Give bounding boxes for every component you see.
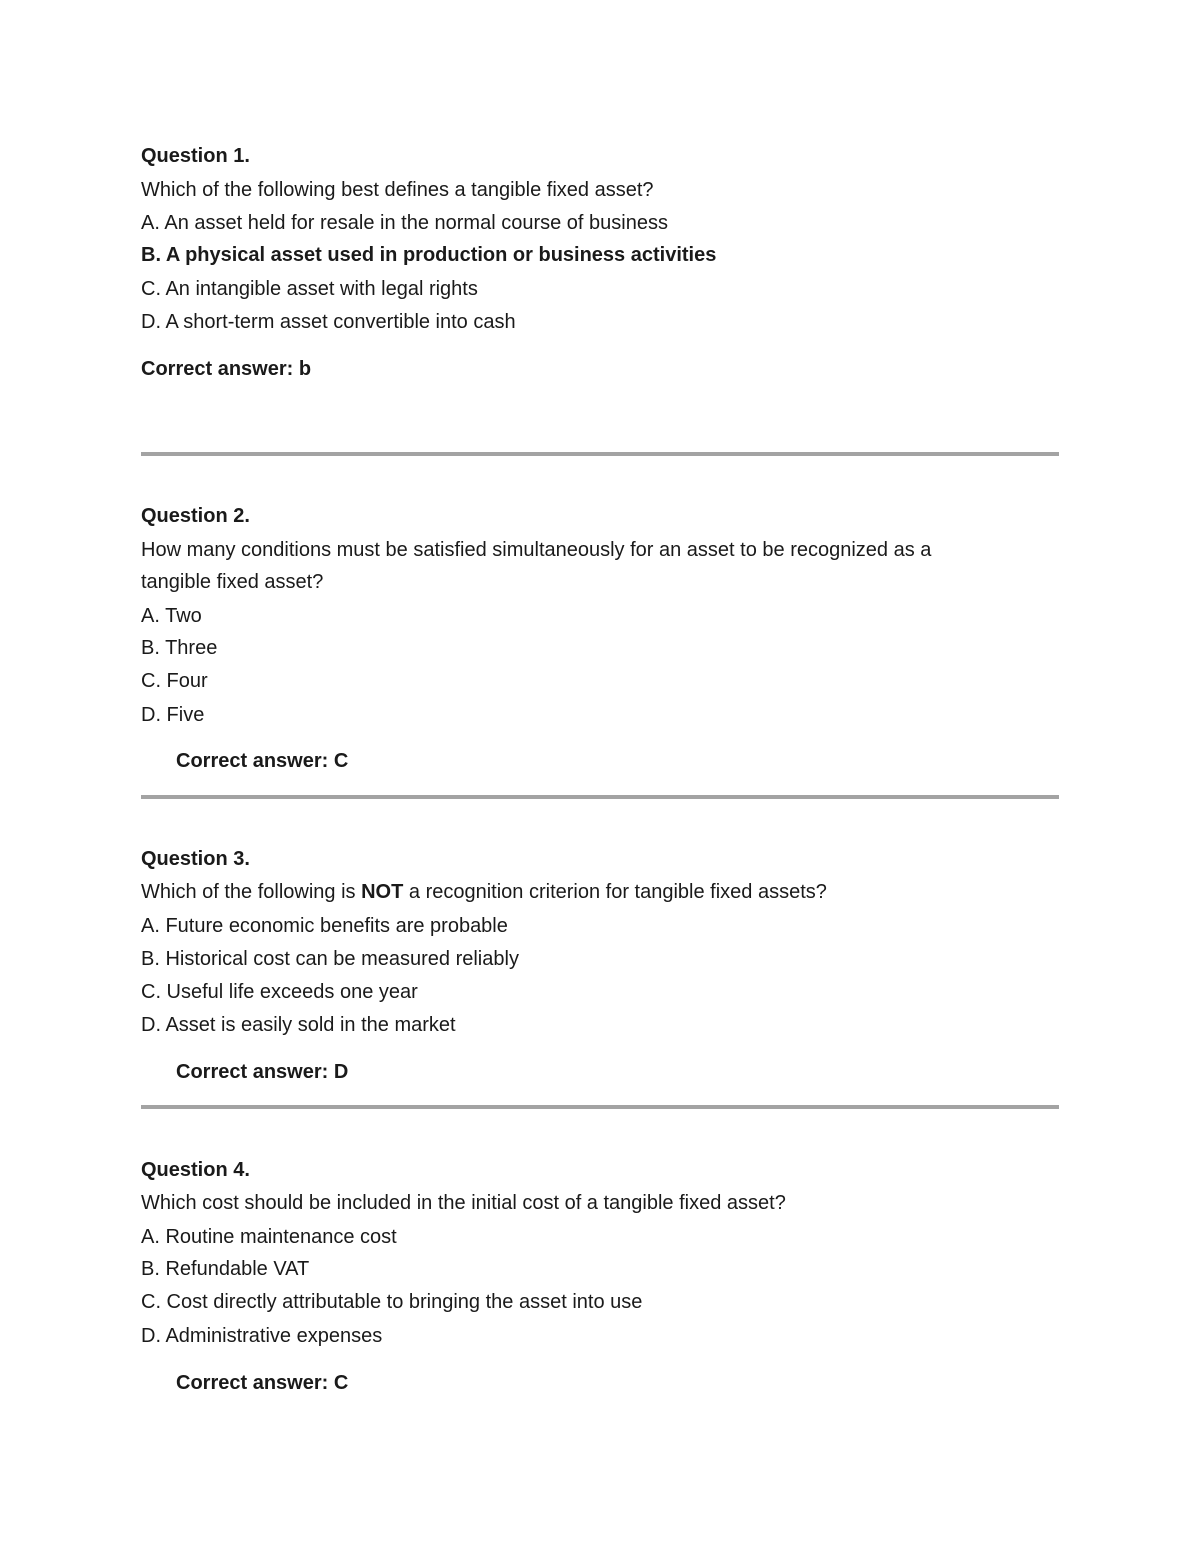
question-4-option-b: B. Refundable VAT: [141, 1258, 310, 1280]
question-4-option-c: C. Cost directly attributable to bringing the asset into use: [141, 1291, 643, 1313]
question-3-option-b: B. Historical cost can be measured reliably: [141, 948, 519, 970]
question-3-prompt-emphasis: NOT: [361, 881, 404, 903]
separator-2: [141, 795, 1059, 799]
question-2-prompt-line-1: How many conditions must be satisfied simultaneously for an asset to be recognized as a: [141, 539, 932, 561]
question-2-option-c: C. Four: [141, 670, 208, 692]
separator-1: [141, 452, 1059, 456]
question-3-option-a: A. Future economic benefits are probable: [141, 915, 508, 937]
separator-3: [141, 1105, 1059, 1109]
question-2-title: Question 2.: [141, 505, 250, 527]
question-2-option-a: A. Two: [141, 605, 202, 627]
question-1-option-a: A. An asset held for resale in the normal course of business: [141, 212, 668, 234]
question-1-correct-answer: Correct answer: b: [141, 358, 312, 380]
question-3-correct-answer: Correct answer: D: [176, 1061, 349, 1083]
question-2-prompt-line-2: tangible fixed asset?: [141, 571, 324, 593]
question-3-option-d: D. Asset is easily sold in the market: [141, 1014, 456, 1036]
question-3-prompt-pre: Which of the following is: [141, 881, 362, 903]
question-3-option-c: C. Useful life exceeds one year: [141, 981, 418, 1003]
question-1-option-d: D. A short-term asset convertible into cash: [141, 311, 516, 333]
question-1-title: Question 1.: [141, 145, 250, 167]
question-3-prompt: [141, 879, 827, 905]
question-2-option-b: B. Three: [141, 637, 218, 659]
question-1-prompt: Which of the following best defines a tangible fixed asset?: [141, 179, 654, 201]
question-4-prompt: Which cost should be included in the initial cost of a tangible fixed asset?: [141, 1192, 786, 1214]
question-2-option-d: D. Five: [141, 704, 205, 726]
question-4-title: Question 4.: [141, 1159, 250, 1181]
question-4-correct-answer: Correct answer: C: [176, 1372, 349, 1394]
question-4-option-d: D. Administrative expenses: [141, 1325, 383, 1347]
question-4-option-a: A. Routine maintenance cost: [141, 1226, 397, 1248]
question-1-option-b: B. A physical asset used in production or business activities: [141, 244, 717, 266]
question-1-option-c: C. An intangible asset with legal rights: [141, 278, 478, 300]
question-2-correct-answer: Correct answer: C: [176, 750, 349, 772]
question-3-title: Question 3.: [141, 848, 250, 870]
question-3-prompt-post: a recognition criterion for tangible fixed assets?: [403, 881, 827, 903]
